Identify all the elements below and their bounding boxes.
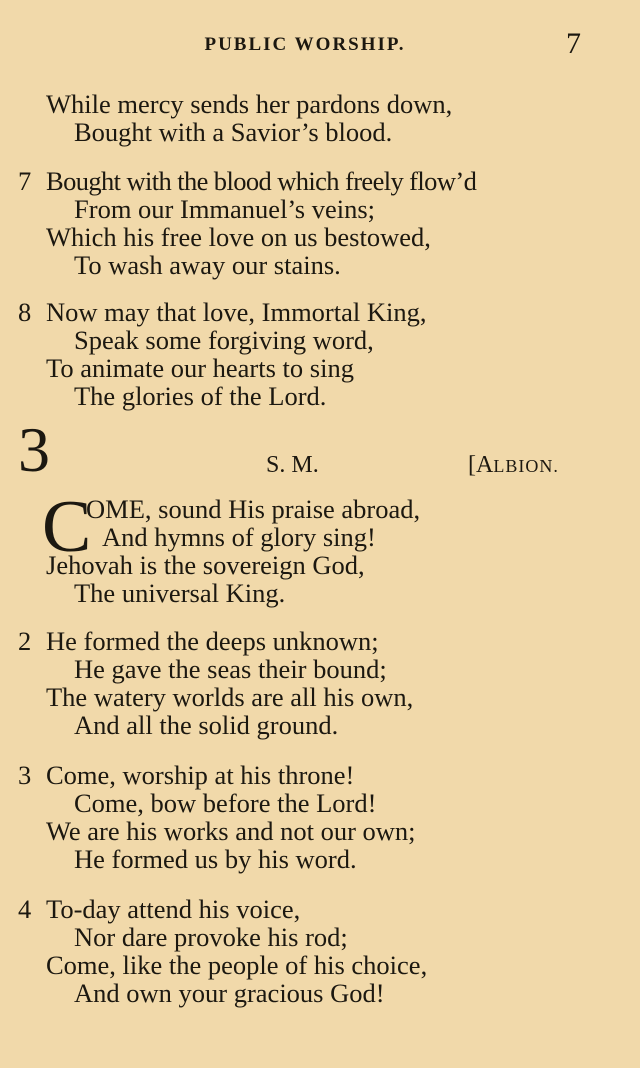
verse-line: Come, like the people of his choice, — [46, 950, 428, 980]
verse-line: While mercy sends her pardons down, — [46, 89, 453, 119]
verse-line: To animate our hearts to sing — [46, 353, 354, 383]
verse-line: The glories of the Lord. — [74, 381, 327, 411]
verse-line: Jehovah is the sovereign God, — [46, 550, 365, 580]
verse-line: Which his free love on us bestowed, — [46, 222, 431, 252]
verse-line: OME, sound His praise abroad, — [86, 494, 421, 524]
verse-line: To wash away our stains. — [74, 250, 341, 280]
verse-line: Bought with a Savior’s blood. — [74, 117, 393, 147]
verse-line: Now may that love, Immortal King, — [46, 297, 427, 327]
drop-cap: C — [42, 486, 92, 568]
hymn-number: 3 — [18, 414, 50, 485]
verse-line: Bought with the blood which freely flow’d — [46, 166, 477, 196]
page-number: 7 — [566, 27, 581, 60]
verse-line: Nor dare provoke his rod; — [74, 922, 348, 952]
verse-line: The universal King. — [74, 578, 286, 608]
stanza-number: 3 — [18, 760, 32, 790]
tune-rest: LBION. — [493, 456, 559, 476]
stanza-number: 4 — [18, 894, 32, 924]
verse-line: Come, worship at his throne! — [46, 760, 355, 790]
stanza-number: 7 — [18, 166, 32, 196]
verse-line: Come, bow before the Lord! — [74, 788, 377, 818]
tune-bracket: [ — [468, 452, 476, 478]
verse-line: From our Immanuel’s veins; — [74, 194, 376, 224]
tune-initial: A — [476, 452, 494, 478]
verse-line: Speak some forgiving word, — [74, 325, 374, 355]
verse-line: He gave the seas their bound; — [74, 654, 387, 684]
verse-line: He formed us by his word. — [74, 844, 357, 874]
stanza-number: 8 — [18, 297, 32, 327]
tune-name — [468, 452, 559, 479]
hymn-meter: S. M. — [266, 452, 319, 478]
verse-line: To-day attend his voice, — [46, 894, 301, 924]
verse-line: We are his works and not our own; — [46, 816, 416, 846]
verse-line: The watery worlds are all his own, — [46, 682, 414, 712]
verse-line: And all the solid ground. — [74, 710, 339, 740]
verse-line: And own your gracious God! — [74, 978, 385, 1008]
verse-line: He formed the deeps unknown; — [46, 626, 379, 656]
verse-line: And hymns of glory sing! — [102, 522, 376, 552]
running-header: PUBLIC WORSHIP. — [204, 34, 406, 55]
stanza-number: 2 — [18, 626, 32, 656]
